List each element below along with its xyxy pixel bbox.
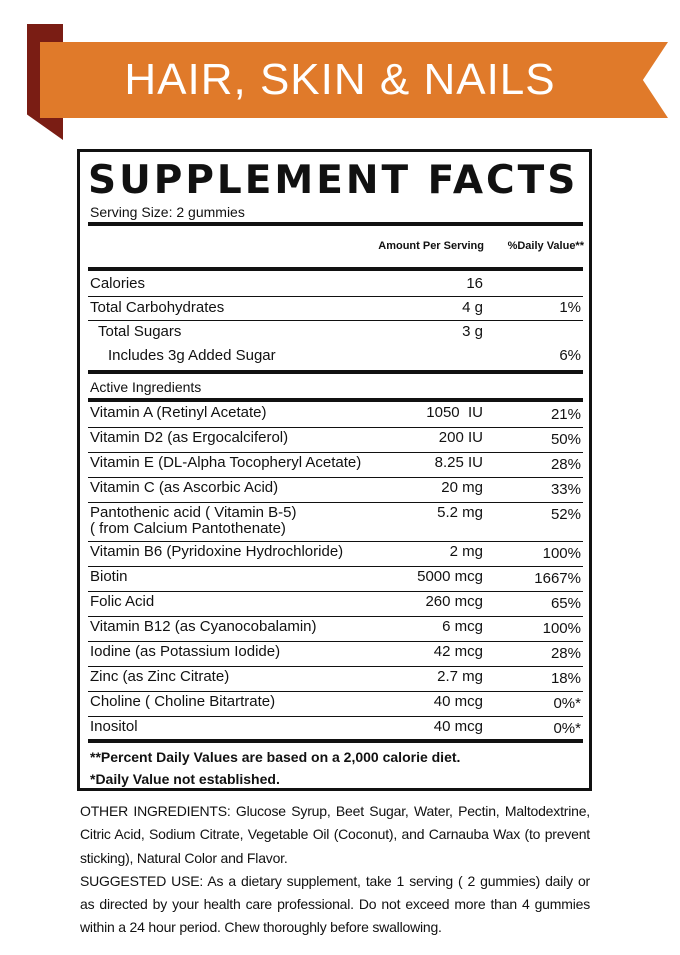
row-name: Choline ( Choline Bitartrate) (90, 693, 276, 710)
row-name: Calories (90, 275, 146, 292)
row-dv: 33% (550, 481, 581, 498)
header-daily-value: %Daily Value** (507, 240, 584, 252)
row-name-line2: ( from Calcium Pantothenate) (90, 520, 286, 537)
row-name: Includes 3g Added Sugar (108, 347, 276, 364)
thick-rule (88, 739, 583, 743)
serving-size: Serving Size: 2 gummies (90, 204, 245, 220)
row-amount: 1050 IU (426, 404, 483, 421)
nutrition-row (88, 275, 583, 297)
row-name: Vitamin B12 (as Cyanocobalamin) (90, 618, 317, 635)
row-amount: 40 mcg (433, 718, 483, 735)
facts-title: SUPPLEMENT FACTS (88, 158, 579, 203)
ingredient-row (88, 568, 583, 592)
ingredient-row (88, 454, 583, 478)
row-dv: 65% (550, 595, 581, 612)
supplement-facts-panel (77, 149, 592, 791)
row-name: Pantothenic acid ( Vitamin B-5) (90, 504, 297, 521)
ingredient-row (88, 429, 583, 453)
row-dv: 6% (559, 347, 581, 364)
footnote-not-established: *Daily Value not established. (90, 771, 280, 787)
row-dv: 50% (550, 431, 581, 448)
label-text-block (80, 800, 590, 940)
row-amount: 6 mcg (442, 618, 483, 635)
row-amount: 42 mcg (433, 643, 483, 660)
row-amount: 260 mcg (425, 593, 483, 610)
row-dv: 1667% (534, 570, 581, 587)
ingredient-row (88, 643, 583, 667)
ingredient-row (88, 668, 583, 692)
other-ingredients: OTHER INGREDIENTS: Glucose Syrup, Beet Sugar, Water, Pectin, Maltodextrine, Citric Acid, Sodium Citrate, Vegetable Oil (Coconut), and Carnauba Wax (to prevent sticking), Natural Color and Flavor. (80, 803, 590, 866)
row-name: Total Carbohydrates (90, 299, 225, 316)
row-amount: 8.25 IU (434, 454, 483, 471)
row-amount: 5.2 mg (437, 504, 483, 521)
row-name: Total Sugars (98, 323, 182, 340)
ingredient-row (88, 404, 583, 428)
row-dv: 0%* (553, 695, 581, 712)
suggested-use: SUGGESTED USE: As a dietary supplement, take 1 serving ( 2 gummies) daily or as directed by your health care professional. Do not exceed more than 4 gummies within a 24 hour period. Chew thoroughly before swallowing. (80, 872, 590, 936)
thick-rule (88, 222, 583, 226)
row-name: Inositol (90, 718, 138, 735)
row-amount: 200 IU (438, 429, 483, 446)
thick-rule (88, 398, 583, 402)
row-amount: 2 mg (449, 543, 483, 560)
row-dv: 18% (550, 670, 581, 687)
thick-rule (88, 370, 583, 374)
row-dv: 28% (550, 456, 581, 473)
row-amount: 2.7 mg (437, 668, 483, 685)
row-name: Vitamin E (DL-Alpha Tocopheryl Acetate) (90, 454, 362, 471)
row-name: Folic Acid (90, 593, 155, 610)
ingredient-row (88, 543, 583, 567)
row-amount: 16 (466, 275, 483, 292)
row-amount: 4 g (462, 299, 483, 316)
row-name: Iodine (as Potassium Iodide) (90, 643, 281, 660)
row-amount: 5000 mcg (417, 568, 483, 585)
ingredient-row (88, 504, 583, 542)
row-amount: 20 mg (441, 479, 483, 496)
thick-rule (88, 267, 583, 271)
row-dv: 52% (550, 506, 581, 523)
row-name: Vitamin D2 (as Ergocalciferol) (90, 429, 289, 446)
footnote-daily-values: **Percent Daily Values are based on a 2,000 calorie diet. (90, 749, 461, 765)
nutrition-row (88, 299, 583, 321)
ingredient-row (88, 618, 583, 642)
nutrition-row (88, 323, 583, 345)
row-name: Biotin (90, 568, 128, 585)
row-dv: 28% (550, 645, 581, 662)
ingredient-row (88, 479, 583, 503)
row-dv: 21% (550, 406, 581, 423)
row-dv: 100% (542, 545, 581, 562)
row-name: Vitamin B6 (Pyridoxine Hydrochloride) (90, 543, 344, 560)
row-name: Vitamin A (Retinyl Acetate) (90, 404, 267, 421)
row-dv: 1% (559, 299, 581, 316)
ingredient-row (88, 593, 583, 617)
row-amount: 40 mcg (433, 693, 483, 710)
row-amount: 3 g (462, 323, 483, 340)
row-name: Vitamin C (as Ascorbic Acid) (90, 479, 279, 496)
row-dv: 0%* (553, 720, 581, 737)
ingredient-row (88, 693, 583, 717)
row-name: Zinc (as Zinc Citrate) (90, 668, 230, 685)
banner-title: HAIR, SKIN & NAILS (124, 55, 556, 104)
header-amount: Amount Per Serving (378, 240, 484, 252)
nutrition-row (88, 347, 583, 369)
active-ingredients-label: Active Ingredients (90, 379, 202, 395)
row-dv: 100% (542, 620, 581, 637)
